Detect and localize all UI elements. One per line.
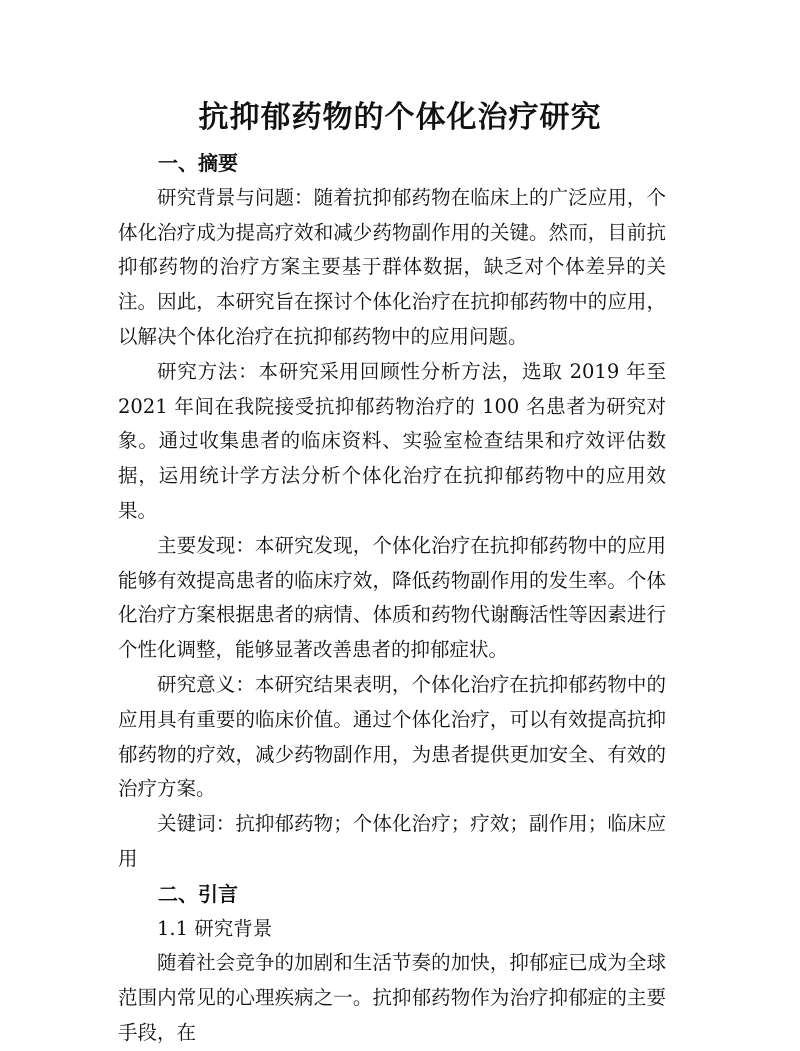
document-body: [118, 146, 666, 1051]
abstract-heading: 一、摘要: [158, 151, 238, 175]
research-background-subheading: 1.1 研究背景: [157, 916, 273, 940]
introduction-heading: 二、引言: [158, 881, 238, 906]
keywords-line: 关键词：抗抑郁药物；个体化治疗；疗效；副作用；临床应用: [118, 812, 666, 870]
abstract-methods-paragraph: 研究方法：本研究采用回顾性分析方法，选取 2019 年至 2021 年间在我院接受抗抑郁药物治疗的 100 名患者为研究对象。通过收集患者的临床资料、实验室检查结果和疗效评估数据，运用统计学方法分析个体化治疗在抗抑郁药物中的应用效果。: [118, 359, 666, 522]
abstract-findings-paragraph: 主要发现：本研究发现，个体化治疗在抗抑郁药物中的应用能够有效提高患者的临床疗效，降低药物副作用的发生率。个体化治疗方案根据患者的病情、体质和药物代谢酶活性等因素进行个性化调整，能够显著改善患者的抑郁症状。: [118, 533, 666, 662]
abstract-background-paragraph: 研究背景与问题：随着抗抑郁药物在临床上的广泛应用，个体化治疗成为提高疗效和减少药物副作用的关键。然而，目前抗抑郁药物的治疗方案主要基于群体数据，缺乏对个体差异的关注。因此，本研究旨在探讨个体化治疗在抗抑郁药物中的应用，以解决个体化治疗在抗抑郁药物中的应用问题。: [118, 185, 666, 348]
introduction-paragraph: 随着社会竞争的加剧和生活节奏的加快，抑郁症已成为全球范围内常见的心理疾病之一。抗抑郁药物作为治疗抑郁症的主要手段，在: [118, 951, 666, 1044]
document-title: 抗抑郁药物的个体化治疗研究: [198, 100, 602, 135]
abstract-significance-paragraph: 研究意义：本研究结果表明，个体化治疗在抗抑郁药物中的应用具有重要的临床价值。通过个体化治疗，可以有效提高抗抑郁药物的疗效，减少药物副作用，为患者提供更加安全、有效的治疗方案。: [118, 672, 666, 801]
